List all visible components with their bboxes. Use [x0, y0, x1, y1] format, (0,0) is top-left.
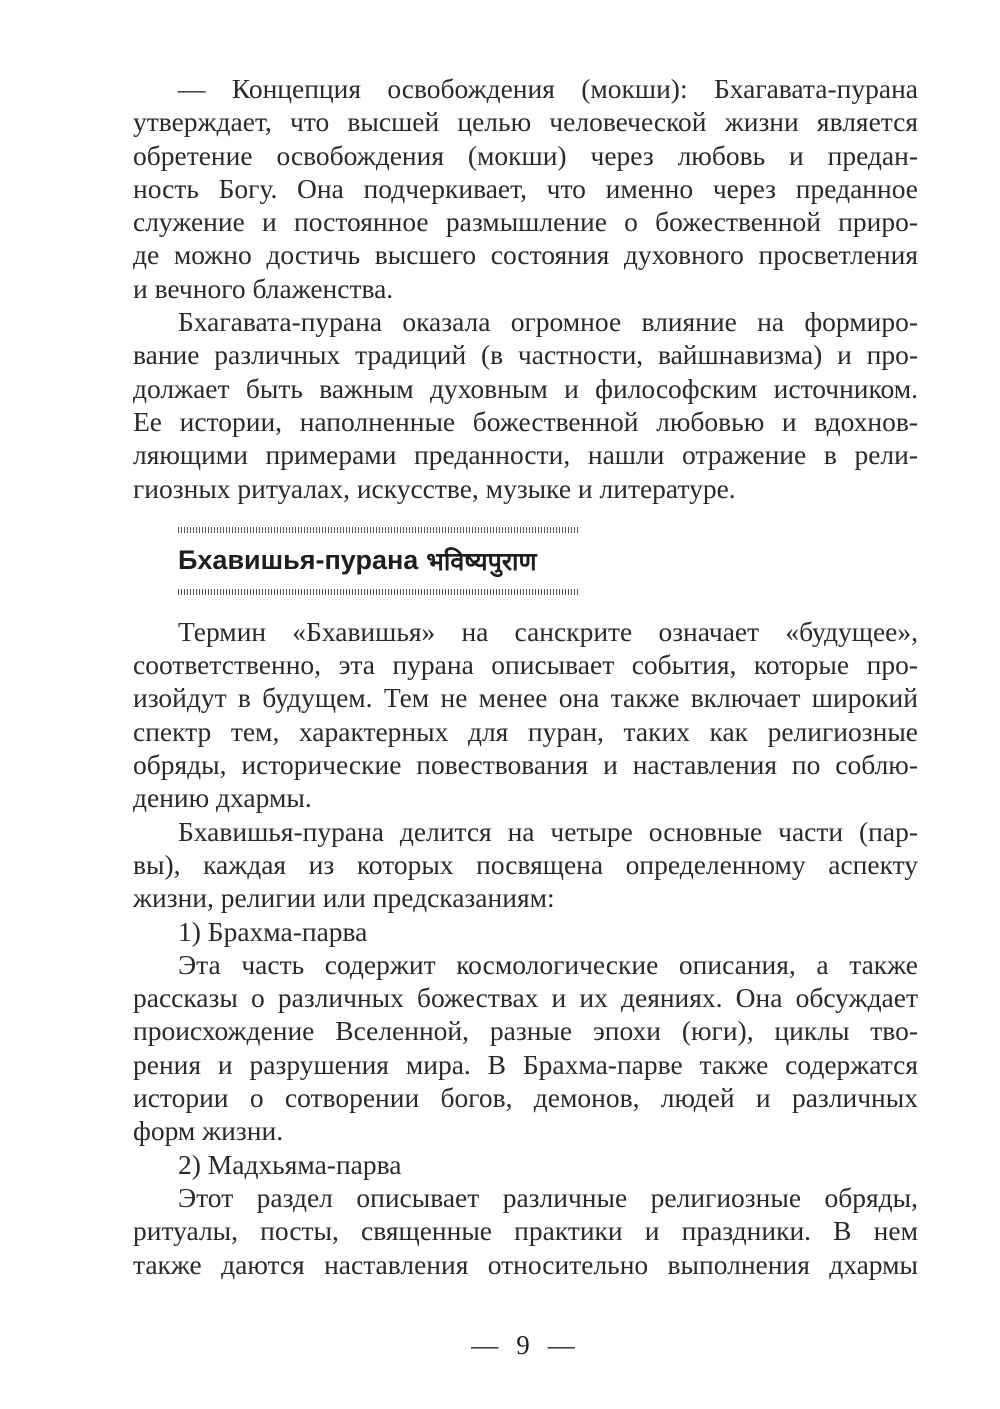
text-line: также даются наставления относительно выполнения дхармы: [133, 1248, 918, 1280]
text-line: происхождение Вселенной, разные эпохи (юги), циклы тво-: [133, 1015, 918, 1047]
text-line: служение и постоянное размышление о божественной приро-: [133, 206, 918, 238]
section-heading: [133, 527, 918, 595]
folio-dash-right: —: [547, 1330, 579, 1360]
text-line: рассказы о различных божествах и их деяниях. Она обсуждает: [133, 982, 918, 1014]
text-line: обряды, исторические повествования и наставления по соблю-: [133, 749, 918, 781]
paragraph-madhyama-parva: [133, 1181, 918, 1281]
text-line: Бхагавата-пурана оказала огромное влияние на формиро-: [178, 306, 918, 338]
heading-row: [178, 539, 918, 583]
text-line: истории о сотворении богов, демонов, людей и различных: [133, 1082, 918, 1114]
text-line: ляющими примерами преданности, нашли отражение в рели-: [133, 439, 918, 471]
text-line: Термин «Бхавишья» на санскрите означает «будущее»,: [178, 615, 918, 647]
paragraph-brahma-parva: [133, 948, 918, 1148]
text-line: соответственно, эта пурана описывает события, которые про-: [133, 649, 918, 681]
section-sanskrit-title: भविष्यपुराण: [426, 546, 537, 576]
text-line: и вечного блаженства.: [133, 272, 394, 304]
section-title: Бхавишья-пурана: [178, 545, 419, 576]
folio-dash-left: —: [471, 1330, 503, 1360]
text-line: утверждает, что высшей целью человеческой жизни является: [133, 106, 918, 138]
text-line: Ее истории, наполненные божественной любовью и вдохнов-: [133, 405, 918, 437]
text-line: — Концепция освобождения (мокши): Бхагавата-пурана: [178, 73, 918, 104]
text-line: спектр тем, характерных для пуран, таких как религиозные: [133, 715, 918, 747]
paragraph-parts: [133, 815, 918, 915]
page-number-value: 9: [516, 1330, 534, 1360]
text-line: изойдут в будущем. Тем не менее она также включает широкий: [133, 682, 918, 714]
page-number: [0, 1330, 1000, 1361]
page-body: [133, 72, 918, 1281]
paragraph-moksha: [133, 72, 918, 305]
text-line: жизни, религии или предсказаниям:: [133, 882, 555, 914]
text-line: дению дхармы.: [133, 782, 312, 814]
paragraph-term: [133, 615, 918, 815]
paragraph-influence: [133, 305, 918, 505]
heading-rule-top: [178, 527, 578, 533]
heading-rule-bottom: [178, 589, 578, 595]
text-line: гиозных ритуалах, искусстве, музыке и литературе.: [133, 472, 736, 504]
list-item-title: 1) Брахма-парва: [178, 915, 368, 947]
list-item-title: 2) Мадхьяма-парва: [178, 1148, 402, 1180]
text-line: Бхавишья-пурана делится на четыре основные части (пар-: [178, 815, 918, 847]
text-line: вание различных традиций (в частности, вайшнавизма) и про-: [133, 339, 918, 371]
text-line: вы), каждая из которых посвящена определенному аспекту: [133, 848, 918, 880]
text-line: форм жизни.: [133, 1115, 284, 1147]
text-line: ность Богу. Она подчеркивает, что именно через преданное: [133, 172, 918, 204]
text-line: Эта часть содержит космологические описания, а также: [178, 948, 918, 980]
text-line: должает быть важным духовным и философским источником.: [133, 372, 918, 404]
text-line: де можно достичь высшего состояния духовного просветления: [133, 239, 918, 271]
text-line: Этот раздел описывает различные религиозные обряды,: [178, 1181, 918, 1213]
text-line: ритуалы, посты, священные практики и праздники. В нем: [133, 1215, 918, 1247]
text-line: обретение освобождения (мокши) через любовь и предан-: [133, 139, 918, 171]
text-line: рения и разрушения мира. В Брахма-парве также содержатся: [133, 1048, 918, 1080]
